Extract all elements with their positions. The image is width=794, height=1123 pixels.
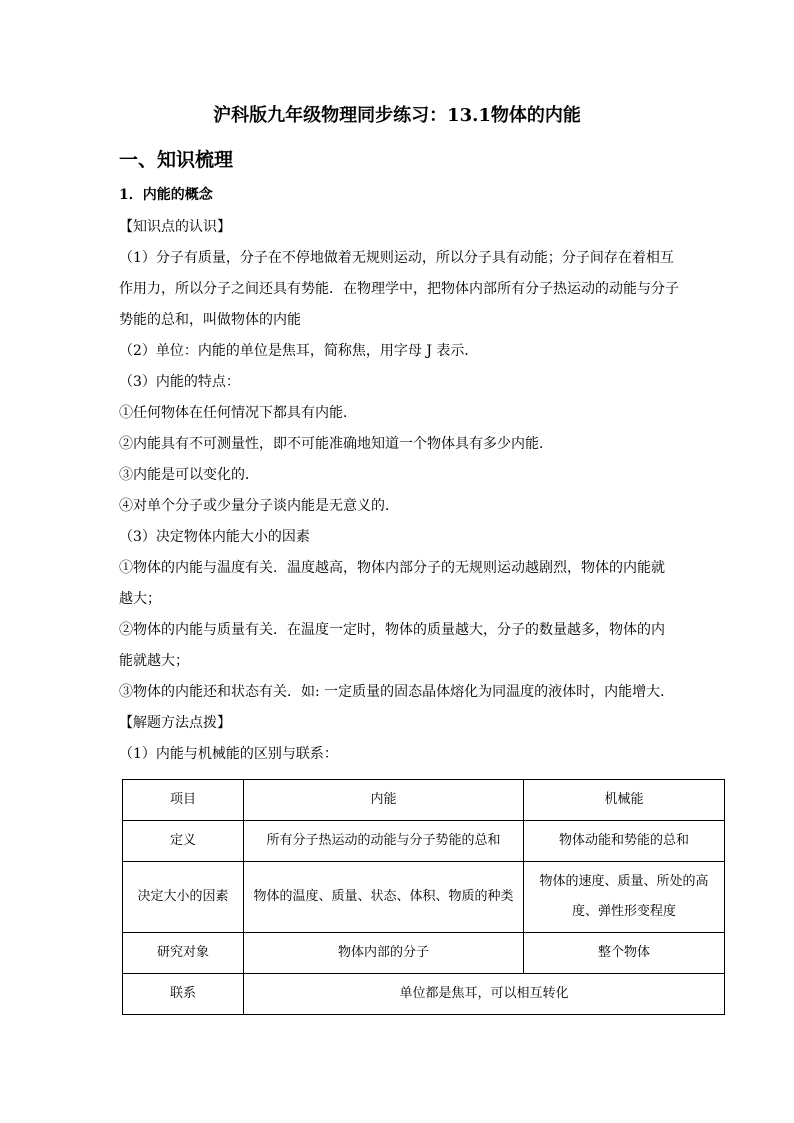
text-line: ④对单个分子或少量分子谈内能是无意义的． <box>119 498 399 514</box>
table-cell: 机械能 <box>524 780 725 821</box>
text-line: ①物体的内能与温度有关．温度越高，物体内部分子的无规则运动越剧烈，物体的内能就 <box>119 560 665 576</box>
text-line: ①任何物体在任何情况下都具有内能． <box>119 405 357 421</box>
text-line: （1）分子有质量，分子在不停地做着无规则运动，所以分子具有动能；分子间存在着相互 <box>119 250 674 266</box>
table-cell: 研究对象 <box>123 933 244 974</box>
text-line: 【知识点的认识】 <box>119 219 231 235</box>
text-line: ②内能具有不可测量性，即不可能准确地知道一个物体具有多少内能． <box>119 436 553 452</box>
table-cell: 单位都是焦耳，可以相互转化 <box>244 974 725 1015</box>
table-cell: 整个物体 <box>524 933 725 974</box>
text-line: 越大； <box>119 591 161 607</box>
text-line: ②物体的内能与质量有关．在温度一定时，物体的质量越大，分子的数量越多，物体的内 <box>119 622 665 638</box>
text-line: ③内能是可以变化的． <box>119 467 259 483</box>
table-header-row <box>123 780 725 821</box>
text-line: （3）决定物体内能大小的因素 <box>119 529 310 545</box>
sub-heading: 1．内能的概念 <box>119 187 213 203</box>
table-cell: 联系 <box>123 974 244 1015</box>
table-row <box>123 974 725 1015</box>
table-cell: 物体动能和势能的总和 <box>524 821 725 862</box>
text-line: 能就越大； <box>119 653 189 669</box>
body-text <box>119 212 679 770</box>
table-cell: 所有分子热运动的动能与分子势能的总和 <box>244 821 524 862</box>
table-cell: 项目 <box>123 780 244 821</box>
table-row <box>123 933 725 974</box>
table-cell: 定义 <box>123 821 244 862</box>
table-row <box>123 821 725 862</box>
text-line: 【解题方法点拨】 <box>119 715 231 731</box>
table-cell: 物体的速度、质量、所处的高度、弹性形变程度 <box>524 862 725 933</box>
table-cell: 内能 <box>244 780 524 821</box>
table-cell: 物体内部的分子 <box>244 933 524 974</box>
text-line: （1）内能与机械能的区别与联系： <box>119 746 338 762</box>
table-cell: 决定大小的因素 <box>123 862 244 933</box>
text-line: 势能的总和，叫做物体的内能 <box>119 312 301 328</box>
comparison-table <box>122 779 725 1015</box>
document-title: 沪科版九年级物理同步练习：13.1物体的内能 <box>213 105 581 126</box>
table-row <box>123 862 725 933</box>
text-line: （2）单位：内能的单位是焦耳，简称焦，用字母 J 表示． <box>119 343 479 359</box>
section-heading: 一、知识梳理 <box>119 149 234 171</box>
text-line: 作用力，所以分子之间还具有势能．在物理学中，把物体内部所有分子热运动的动能与分子 <box>119 281 679 297</box>
table-cell: 物体的温度、质量、状态、体积、物质的种类 <box>244 862 524 933</box>
text-line: （3）内能的特点： <box>119 374 240 390</box>
text-line: ③物体的内能还和状态有关．如: 一定质量的固态晶体熔化为同温度的液体时，内能增大． <box>119 684 675 700</box>
